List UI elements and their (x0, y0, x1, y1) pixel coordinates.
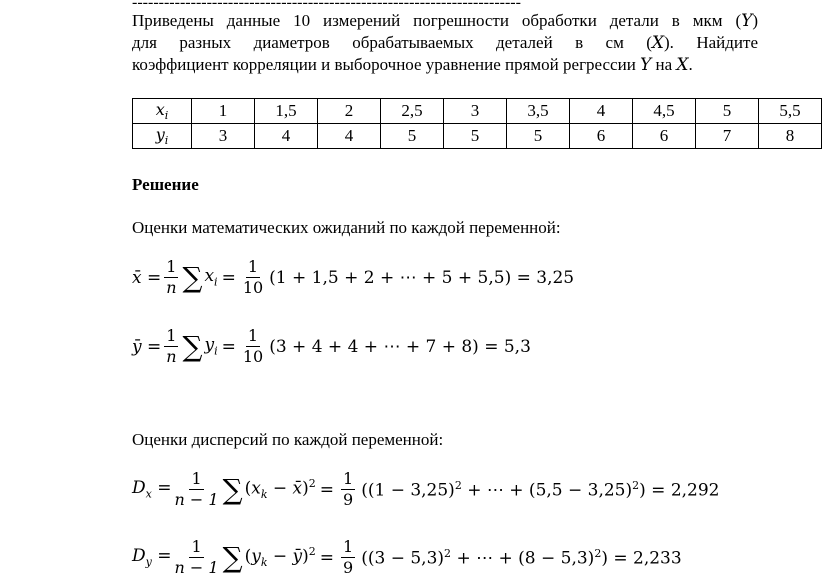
table-cell: 4,5 (633, 99, 696, 124)
sum-symbol: ∑ (222, 540, 243, 574)
table-cell: 5 (381, 124, 444, 149)
table-cell: 6 (633, 124, 696, 149)
table-cell: 3 (444, 99, 507, 124)
fraction: $\frac{1}{9}$ (343, 537, 354, 577)
dx-formula (132, 470, 720, 509)
data-table (132, 98, 822, 149)
dx-lhs: 𝐷$_𝑥$ = (132, 478, 172, 501)
fraction: $\frac{1}{\text{𝑛}}$ (166, 257, 177, 297)
fraction: $\frac{1}{\text{𝑛 − 1}}$ (174, 469, 219, 509)
ybar-term: 𝑦$_𝑖$ (204, 335, 218, 358)
table-cell: 8 (759, 124, 822, 149)
sum-symbol: ∑ (222, 472, 243, 506)
fraction: $\frac{1}{10}$ (242, 257, 264, 297)
fraction: $\frac{1}{9}$ (343, 469, 354, 509)
problem-line-3: коэффициент корреляции и выборочное уравнение прямой регрессии 𝑌 на 𝑋. (132, 55, 693, 74)
table-cell: 2 (318, 99, 381, 124)
fraction: $\frac{1}{10}$ (242, 326, 264, 366)
dx-term: (𝑥$_𝑘$ − 𝑥̄)$^2$ (244, 477, 316, 502)
equals-sign: = (221, 336, 236, 357)
table-cell: 5 (696, 99, 759, 124)
xbar-term: 𝑥$_𝑖$ (204, 266, 218, 289)
table-cell: 4 (570, 99, 633, 124)
fraction: $\frac{1}{\text{𝑛}}$ (166, 326, 177, 366)
dy-term: (𝑦$_𝑘$ − 𝑦̄)$^2$ (244, 545, 316, 570)
table-cell: 4 (255, 124, 318, 149)
ybar-expression: (3 + 4 + 4 + ⋯ + 7 + 8) = 5,3 (269, 336, 531, 357)
means-intro-text: Оценки математических ожиданий по каждой переменной: (132, 218, 561, 237)
problem-statement (132, 10, 758, 76)
sum-symbol: ∑ (182, 260, 203, 294)
sum-symbol: ∑ (182, 329, 203, 363)
equals-sign: = (319, 479, 335, 500)
table-row-y (133, 124, 822, 149)
ybar-lhs: 𝑦̄ = (132, 336, 162, 357)
xbar-lhs: 𝑥̄ = (132, 267, 162, 288)
xbar-expression: (1 + 1,5 + 2 + ⋯ + 5 + 5,5) = 3,25 (269, 267, 575, 288)
table-cell: 7 (696, 124, 759, 149)
dx-expression: ($(1 - 3,25)^2$ + ⋯ + $(5,5 - 3,25)^2) = 2,292$ (361, 478, 720, 501)
equals-sign: = (221, 267, 236, 288)
xbar-formula (132, 258, 574, 297)
table-cell: 5 (507, 124, 570, 149)
table-cell: 4 (318, 124, 381, 149)
problem-line-1: Приведены данные 10 измерений погрешности обработки детали в мкм (𝑌) (132, 11, 758, 30)
table-cell: 3,5 (507, 99, 570, 124)
separator-line: ------------------------------------------------------------------------- (132, 0, 521, 11)
table-cell: 1,5 (255, 99, 318, 124)
equals-sign: = (319, 547, 335, 568)
x-header-cell: 𝑥$_𝑖$ (133, 99, 192, 124)
table-cell: 2,5 (381, 99, 444, 124)
table-cell: 1 (192, 99, 255, 124)
fraction: $\frac{1}{\text{𝑛 − 1}}$ (174, 537, 219, 577)
table-row-x (133, 99, 822, 124)
dy-formula (132, 538, 682, 577)
table-cell: 3 (192, 124, 255, 149)
dy-lhs: 𝐷$_𝑦$ = (132, 546, 172, 569)
table-cell: 5 (444, 124, 507, 149)
table-cell: 5,5 (759, 99, 822, 124)
y-header-cell: 𝑦$_𝑖$ (133, 124, 192, 149)
problem-line-2: для разных диаметров обрабатываемых деталей в см (𝑋). Найдите (132, 33, 758, 52)
solution-heading: Решение (132, 175, 199, 194)
table-cell: 6 (570, 124, 633, 149)
ybar-formula (132, 327, 531, 366)
dy-expression: ($(3 - 5,3)^2$ + ⋯ + $(8 - 5,3)^2) = 2,233$ (361, 546, 682, 569)
dispersion-intro-text: Оценки дисперсий по каждой переменной: (132, 430, 444, 449)
